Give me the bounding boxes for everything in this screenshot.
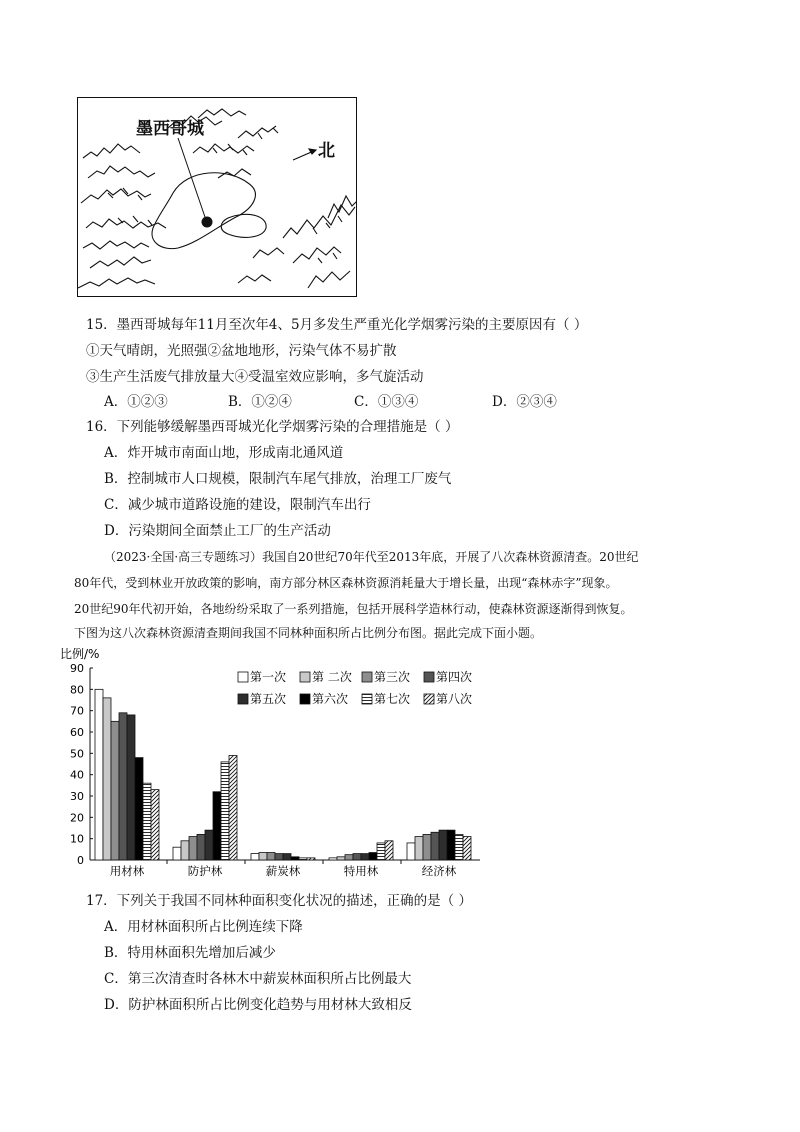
legend-swatch <box>362 694 372 704</box>
y-tick-label: 20 <box>70 811 84 825</box>
bar <box>259 853 267 860</box>
bar <box>407 843 415 860</box>
bar <box>377 843 385 860</box>
bar <box>275 854 283 860</box>
bar <box>291 857 299 860</box>
q15-line1: ①天气晴朗，光照强②盆地地形，污染气体不易扩散 <box>86 343 397 359</box>
legend-swatch <box>424 672 434 682</box>
bar <box>455 834 463 860</box>
q15-option-b[interactable]: B．①②④ <box>228 394 292 410</box>
legend-label: 第 二次 <box>312 670 352 684</box>
passage-line-1: （2023·全国·高三专题练习）我国自20世纪70年代至2013年底，开展了八次森林资源清查。20世纪 <box>104 550 639 564</box>
legend-label: 第一次 <box>250 670 287 684</box>
bar <box>135 758 143 860</box>
bar <box>143 783 151 860</box>
bar <box>221 762 229 860</box>
q16-stem: 16．下列能够缓解墨西哥城光化学烟雾污染的合理措施是（ ） <box>86 419 459 435</box>
x-tick-label: 用材林 <box>109 864 145 878</box>
bar <box>283 854 291 860</box>
x-tick-label: 特用林 <box>343 864 379 878</box>
q17-option-c[interactable]: C．第三次清查时各林木中薪炭林面积所占比例最大 <box>104 971 412 987</box>
bar <box>307 858 315 860</box>
city-label: 墨西哥城 <box>136 119 204 139</box>
legend-swatch <box>362 672 372 682</box>
legend-label: 第八次 <box>436 692 473 706</box>
legend-swatch <box>300 694 310 704</box>
q17-stem: 17．下列关于我国不同林种面积变化状况的描述，正确的是（ ） <box>86 893 472 909</box>
bar <box>423 834 431 860</box>
q16-option-d[interactable]: D．污染期间全面禁止工厂的生产活动 <box>104 523 331 539</box>
legend-swatch <box>300 672 310 682</box>
legend-swatch <box>238 694 248 704</box>
bar <box>197 834 205 860</box>
bar <box>385 841 393 860</box>
legend-label: 第三次 <box>374 670 411 684</box>
q16-option-c[interactable]: C．减少城市道路设施的建设，限制汽车出行 <box>104 497 371 513</box>
bar <box>415 837 423 860</box>
passage-line-3: 20世纪90年代初开始，各地纷纷采取了一系列措施，包括开展科学造林行动，使森林资源逐渐得到恢复。 <box>74 602 633 616</box>
y-tick-label: 10 <box>70 832 84 846</box>
bar <box>189 837 197 860</box>
q15-option-c[interactable]: C．①③④ <box>354 394 419 410</box>
q16-option-a[interactable]: A．炸开城市南面山地，形成南北通风道 <box>104 445 344 461</box>
bar <box>447 830 455 860</box>
bar <box>127 715 135 860</box>
legend-swatch <box>424 694 434 704</box>
y-tick-label: 70 <box>70 704 84 718</box>
bar <box>353 854 361 860</box>
legend-swatch <box>238 672 248 682</box>
y-tick-label: 60 <box>70 726 84 739</box>
q15-option-d[interactable]: D．②③④ <box>492 394 557 410</box>
y-tick-label: 0 <box>77 854 84 867</box>
bar <box>369 853 377 860</box>
y-tick-label: 80 <box>70 683 84 697</box>
bar <box>463 837 471 860</box>
y-tick-label: 50 <box>70 747 84 761</box>
forest-type-bar-chart <box>60 645 500 880</box>
mexico-city-map <box>77 97 357 297</box>
legend-label: 第六次 <box>312 692 349 706</box>
q15-line2: ③生产生活废气排放量大④受温室效应影响，多气旋活动 <box>86 369 424 385</box>
passage-line-4: 下图为这八次森林资源清查期间我国不同林种面积所占比例分布图。据此完成下面小题。 <box>74 626 543 640</box>
bar <box>329 858 337 860</box>
bar <box>111 721 119 860</box>
bar <box>345 855 353 860</box>
bar <box>361 854 369 860</box>
x-tick-label: 薪炭林 <box>265 864 301 878</box>
bar <box>213 792 221 860</box>
q17-option-d[interactable]: D．防护林面积所占比例变化趋势与用材林大致相反 <box>104 997 412 1013</box>
q15-option-a[interactable]: A．①②③ <box>104 394 168 410</box>
north-label: 北 <box>318 141 335 161</box>
bar <box>431 832 439 860</box>
q15-stem: 15．墨西哥城每年11月至次年4、5月多发生严重光化学烟雾污染的主要原因有（ ） <box>86 317 588 333</box>
bar <box>173 847 181 860</box>
y-tick-label: 40 <box>70 768 84 782</box>
passage-line-2: 80年代，受到林业开放政策的影响，南方部分林区森林资源消耗量大于增长量，出现“森林赤字”现象。 <box>74 576 618 590</box>
bar <box>103 698 111 860</box>
x-tick-label: 经济林 <box>421 864 457 878</box>
city-dot <box>202 217 213 228</box>
bar <box>151 790 159 860</box>
bar <box>299 858 307 860</box>
y-tick-label: 30 <box>70 790 84 803</box>
legend-label: 第七次 <box>374 692 411 706</box>
legend-label: 第四次 <box>436 670 473 684</box>
y-tick-label: 90 <box>70 662 84 675</box>
bar <box>267 853 275 860</box>
q17-option-b[interactable]: B．特用林面积先增加后减少 <box>104 945 276 961</box>
y-axis-label: 比例/% <box>60 647 100 661</box>
legend-label: 第五次 <box>250 692 287 706</box>
bar <box>205 830 213 860</box>
bar <box>337 857 345 860</box>
bar <box>251 854 259 860</box>
terrain-sketch <box>78 98 357 297</box>
bar <box>439 830 447 860</box>
q16-option-b[interactable]: B．控制城市人口规模，限制汽车尾气排放，治理工厂废气 <box>104 471 452 487</box>
bar <box>229 755 237 860</box>
bar <box>95 689 103 860</box>
x-tick-label: 防护林 <box>187 864 223 878</box>
bar <box>119 713 127 860</box>
bar <box>181 841 189 860</box>
q17-option-a[interactable]: A．用材林面积所占比例连续下降 <box>104 919 303 935</box>
